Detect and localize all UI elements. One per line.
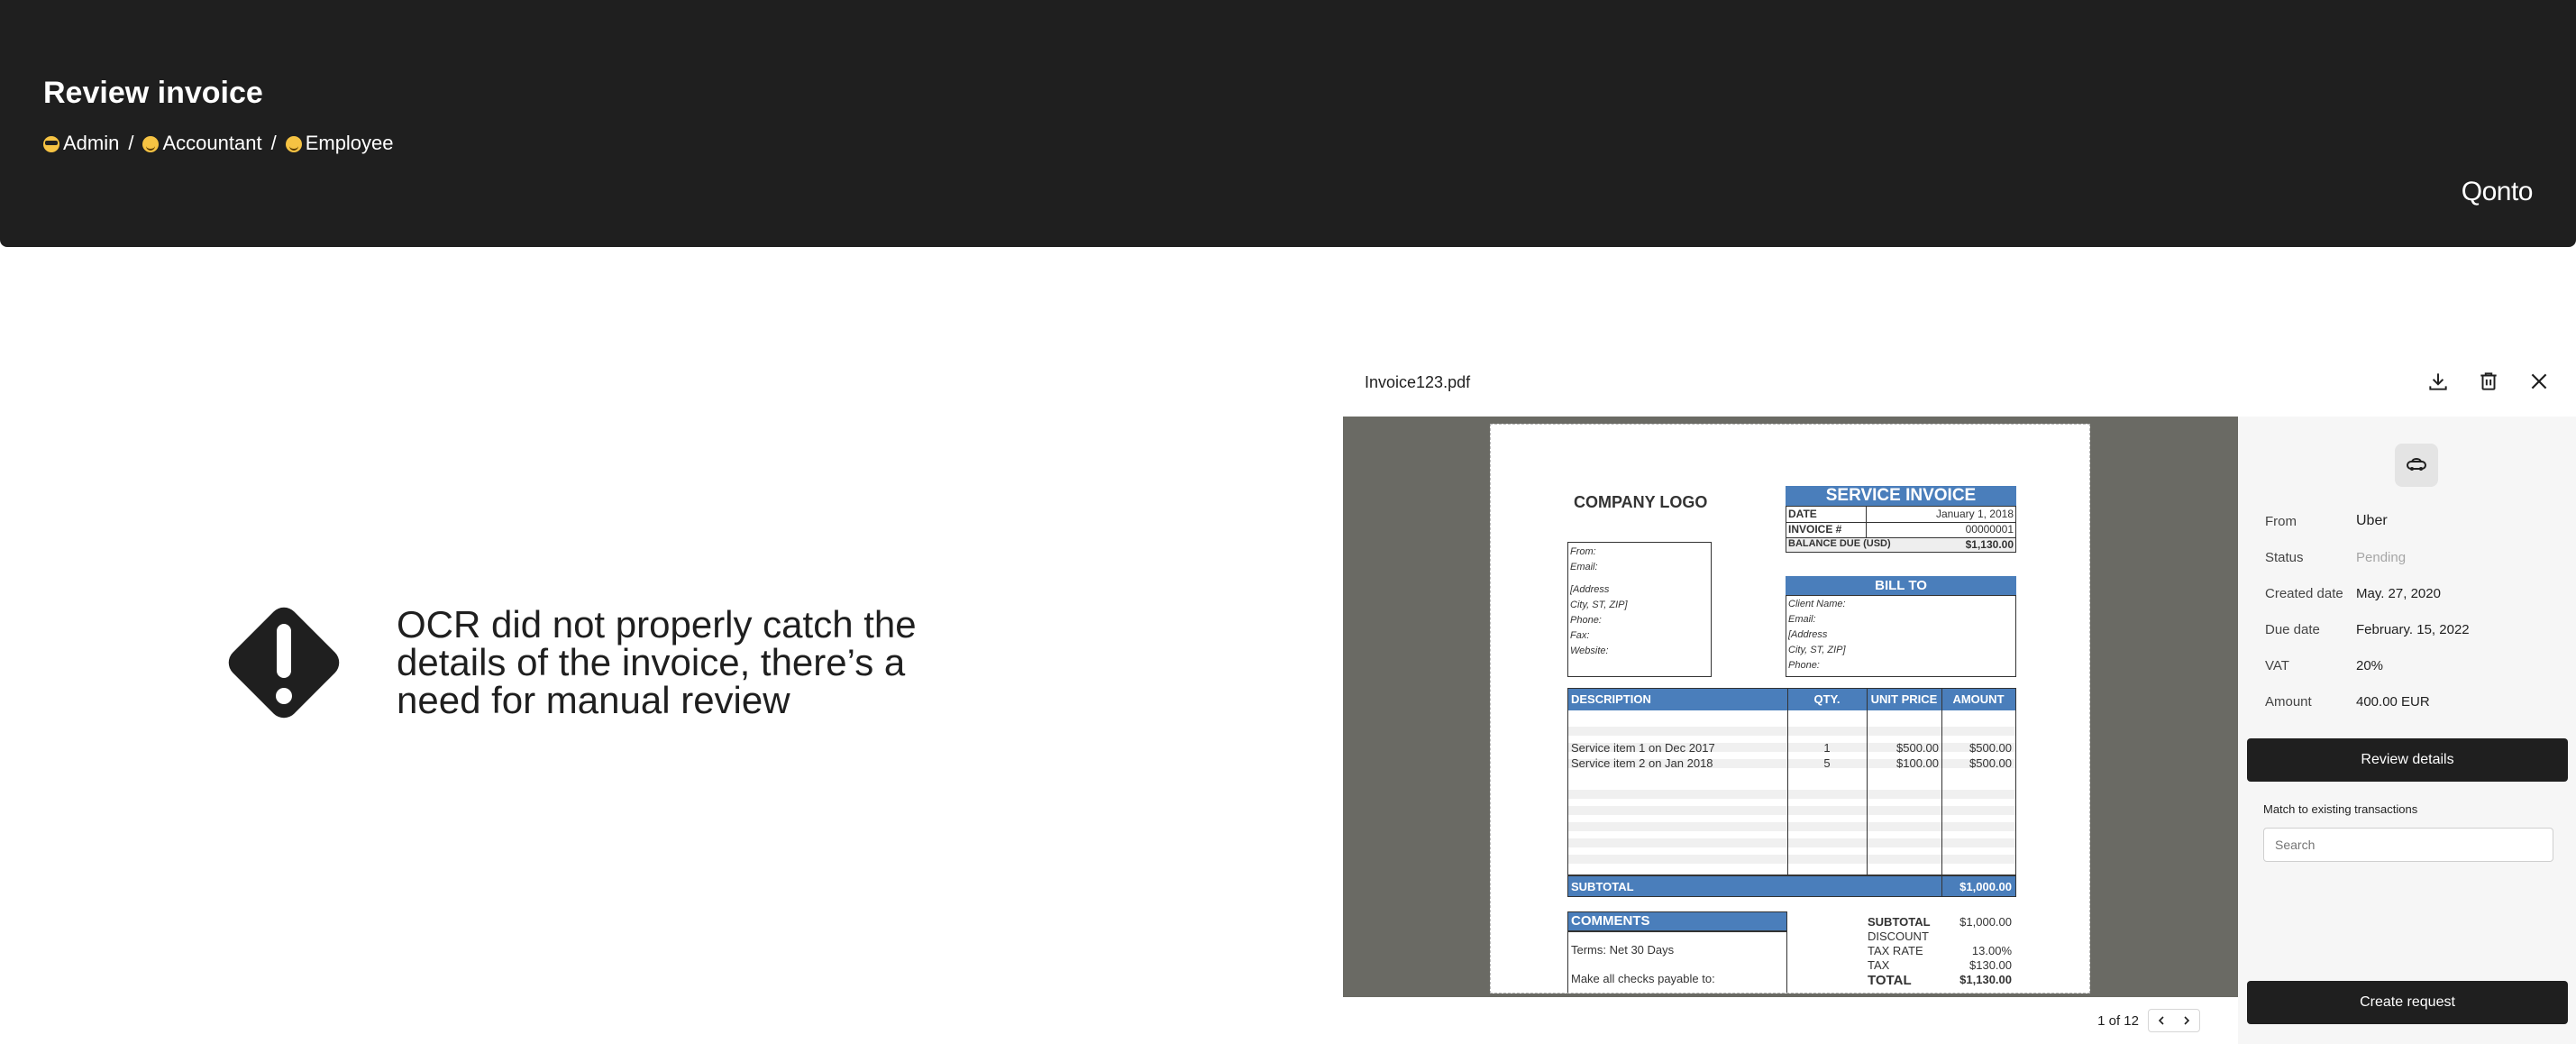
detail-row-from: From Uber bbox=[2265, 513, 2388, 529]
bill-to-box: Client Name: Email: [Address City, ST, ZIP] Phone: bbox=[1786, 595, 2016, 677]
details-panel bbox=[2238, 417, 2576, 1044]
from-box: From: Email: [Address City, ST, ZIP] Phone: Fax: Website: bbox=[1567, 542, 1712, 677]
breadcrumb-item-admin[interactable]: Admin bbox=[43, 132, 119, 155]
company-logo-text: COMPANY LOGO bbox=[1574, 493, 1708, 511]
download-icon[interactable] bbox=[2426, 370, 2450, 393]
relieved-emoji-icon bbox=[142, 136, 159, 152]
invoice-title: SERVICE INVOICE bbox=[1786, 486, 2016, 506]
document-preview-area[interactable] bbox=[1343, 417, 2238, 997]
item-amount: $500.00 bbox=[1969, 756, 2012, 770]
detail-row-due: Due date February. 15, 2022 bbox=[2265, 621, 2470, 637]
totals-summary: SUBTOTAL $1,000.00 DISCOUNT TAX RATE 13.00% TAX $130.00 TOTAL $1,130.00 bbox=[1868, 915, 2012, 988]
file-name: Invoice123.pdf bbox=[1365, 373, 1471, 391]
items-table bbox=[1567, 688, 2016, 875]
subtotal-value: $1,000.00 bbox=[1959, 880, 2012, 893]
column-header: DESCRIPTION bbox=[1571, 692, 1651, 706]
close-icon[interactable] bbox=[2527, 370, 2551, 393]
item-description: Service item 2 on Jan 2018 bbox=[1571, 756, 1713, 770]
trash-icon[interactable] bbox=[2477, 370, 2500, 393]
item-unit-price: $500.00 bbox=[1896, 741, 1939, 755]
detail-row-amount: Amount 400.00 EUR bbox=[2265, 693, 2430, 710]
page-header bbox=[0, 0, 2576, 247]
breadcrumb-separator: / bbox=[270, 132, 277, 154]
breadcrumb bbox=[43, 132, 394, 155]
subtotal-bar bbox=[1567, 875, 2016, 897]
document-viewer bbox=[1343, 353, 2576, 1044]
item-amount: $500.00 bbox=[1969, 741, 2012, 755]
balance-value: $1,130.00 bbox=[1965, 538, 2014, 551]
invoice-page bbox=[1490, 424, 2090, 994]
bill-to-header: BILL TO bbox=[1786, 576, 2016, 595]
breadcrumb-item-employee[interactable]: Employee bbox=[286, 132, 394, 155]
item-description: Service item 1 on Dec 2017 bbox=[1571, 741, 1715, 755]
page-indicator: 1 of 12 bbox=[2097, 1012, 2139, 1029]
smile-emoji-icon bbox=[286, 136, 302, 152]
detail-row-vat: VAT 20% bbox=[2265, 657, 2384, 673]
chevron-left-icon bbox=[2156, 1015, 2167, 1026]
pagination bbox=[1343, 997, 2238, 1044]
invoice-meta-box bbox=[1786, 506, 2016, 553]
item-unit-price: $100.00 bbox=[1896, 756, 1939, 770]
uber-logo-icon bbox=[2405, 453, 2428, 477]
chevron-right-icon bbox=[2181, 1015, 2192, 1026]
sunglasses-emoji-icon bbox=[43, 136, 59, 152]
next-page-button[interactable] bbox=[2174, 1010, 2199, 1031]
column-header: AMOUNT bbox=[1952, 692, 2005, 706]
comments-box bbox=[1567, 931, 1787, 994]
previous-page-button[interactable] bbox=[2149, 1010, 2174, 1031]
payable-note: Make all checks payable to: bbox=[1571, 972, 1715, 985]
invoice-number-label: INVOICE # bbox=[1788, 523, 1842, 536]
comments-header: COMMENTS bbox=[1567, 911, 1787, 931]
invoice-details bbox=[2265, 503, 2562, 719]
detail-row-status: Status Pending bbox=[2265, 549, 2407, 565]
merchant-avatar bbox=[2395, 444, 2438, 487]
item-qty: 5 bbox=[1823, 756, 1831, 770]
page-title: Review invoice bbox=[43, 76, 263, 110]
breadcrumb-separator: / bbox=[128, 132, 134, 154]
date-label: DATE bbox=[1788, 508, 1817, 520]
invoice-number-value: 00000001 bbox=[1965, 523, 2014, 536]
status-badge: Pending bbox=[2356, 549, 2407, 565]
payment-terms: Terms: Net 30 Days bbox=[1571, 943, 1675, 957]
subtotal-label: SUBTOTAL bbox=[1571, 880, 1634, 893]
column-header: QTY. bbox=[1813, 692, 1841, 706]
detail-row-created: Created date May. 27, 2020 bbox=[2265, 585, 2441, 601]
create-request-button[interactable]: Create request bbox=[2247, 981, 2568, 1024]
review-details-button[interactable]: Review details bbox=[2247, 738, 2568, 782]
warning-diamond-icon bbox=[216, 595, 352, 730]
ocr-warning-message: OCR did not properly catch the details of the invoice, there’s a need for manual review bbox=[397, 603, 917, 721]
date-value: January 1, 2018 bbox=[1935, 508, 2014, 520]
qonto-logo: Qonto bbox=[2461, 177, 2533, 206]
match-transactions-label: Match to existing transactions bbox=[2263, 802, 2418, 816]
column-header: UNIT PRICE bbox=[1870, 692, 1938, 706]
breadcrumb-item-accountant[interactable]: Accountant bbox=[142, 132, 261, 155]
item-qty: 1 bbox=[1823, 741, 1831, 755]
balance-label: BALANCE DUE (USD) bbox=[1788, 538, 1891, 549]
search-input[interactable] bbox=[2263, 828, 2553, 862]
